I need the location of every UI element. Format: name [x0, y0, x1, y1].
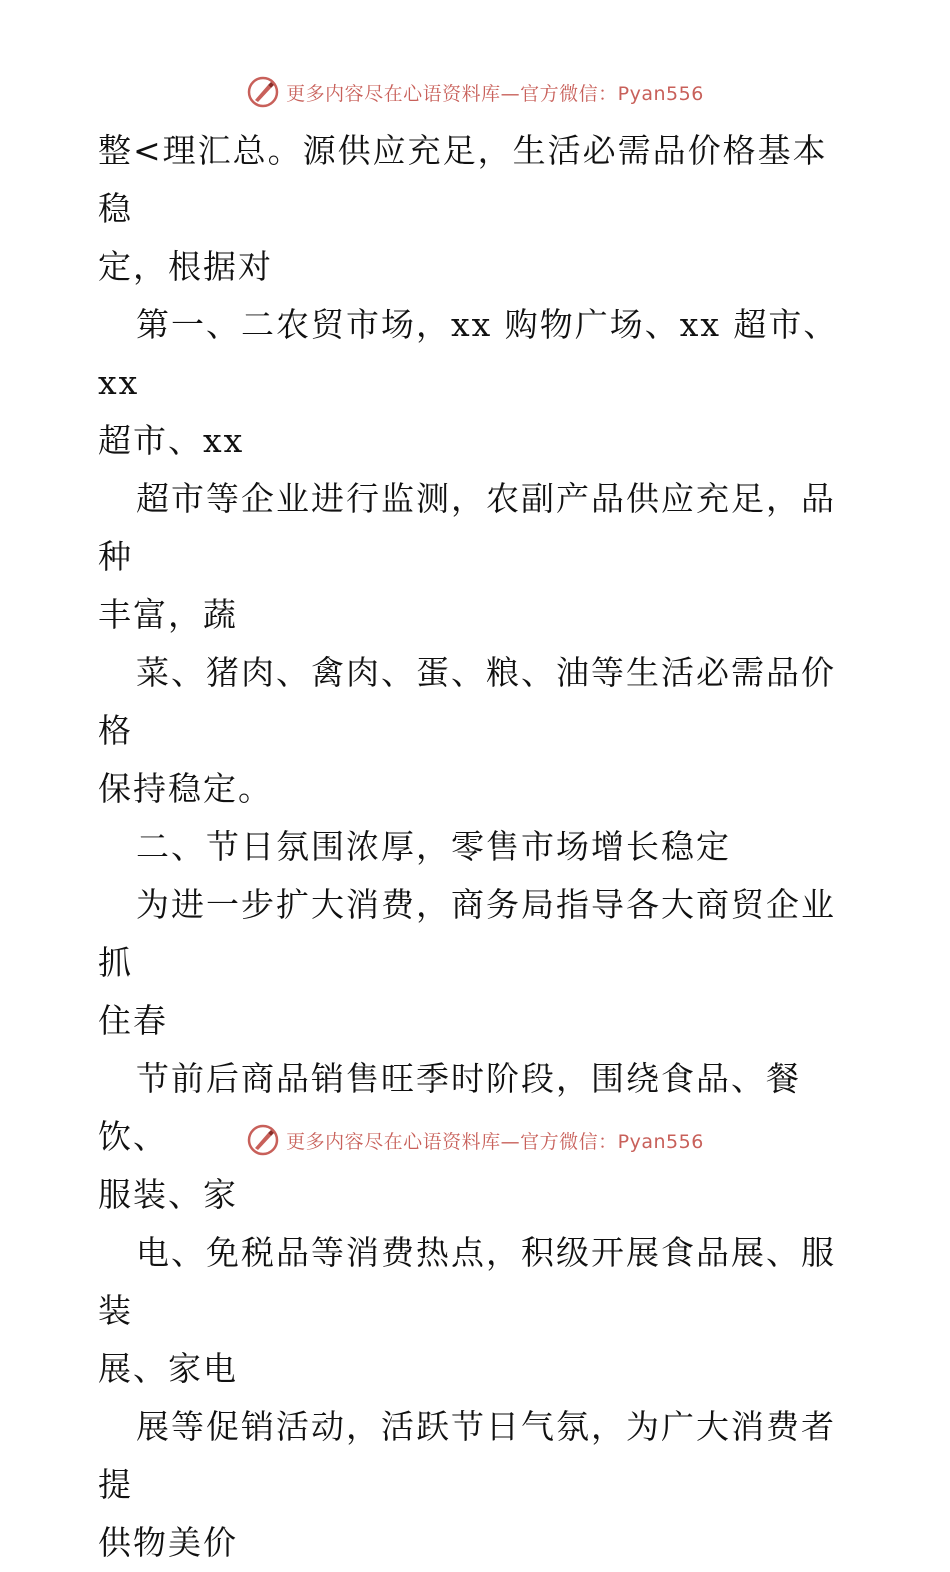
- paragraph: [98, 876, 858, 1050]
- paragraph-line: 供物美价: [98, 1523, 238, 1562]
- paragraph: [98, 1398, 858, 1572]
- paragraph-line: 定，根据对: [98, 247, 273, 286]
- pen-logo-icon: [246, 1123, 280, 1157]
- paragraph-line: 菜、猪肉、禽肉、蛋、粮、油等生活必需品价格: [98, 653, 836, 750]
- paragraph-line: 第一、二农贸市场，xx 购物广场、xx 超市、xx: [98, 305, 839, 402]
- paragraph-line: 二、节日氛围浓厚，零售市场增长稳定: [136, 827, 731, 866]
- paragraph-line: 展等促销活动，活跃节日气氛，为广大消费者提: [98, 1407, 836, 1504]
- paragraph: [98, 1224, 858, 1398]
- paragraph-line: 丰富，蔬: [98, 595, 238, 634]
- paragraph-line: 为进一步扩大消费，商务局指导各大商贸企业抓: [98, 885, 836, 982]
- paragraph-line: 住春: [98, 1001, 168, 1040]
- paragraph: [98, 470, 858, 644]
- document-body: [98, 122, 858, 1572]
- paragraph-line: 保持稳定。: [98, 769, 273, 808]
- pen-logo-icon: [246, 75, 280, 109]
- watermark-text: 更多内容尽在心语资料库—官方微信：Pyan556: [286, 1130, 704, 1153]
- paragraph-line: 电、免税品等消费热点，积级开展食品展、服装: [98, 1233, 836, 1330]
- section-heading: [98, 818, 858, 876]
- watermark-text: 更多内容尽在心语资料库—官方微信：Pyan556: [286, 82, 704, 105]
- paragraph-line: 超市、xx: [98, 421, 245, 460]
- paragraph-line: 超市等企业进行监测，农副产品供应充足，品种: [98, 479, 836, 576]
- paragraph-line: 节前后商品销售旺季时阶段，围绕食品、餐饮、: [98, 1059, 801, 1156]
- paragraph-line: 服装、家: [98, 1175, 238, 1214]
- paragraph-line: 展、家电: [98, 1349, 238, 1388]
- paragraph: [98, 296, 858, 470]
- paragraph: [98, 644, 858, 818]
- header-watermark: [0, 72, 950, 112]
- footer-watermark: [0, 1120, 950, 1160]
- paragraph-line: 整<理汇总。源供应充足，生活必需品价格基本稳: [98, 131, 828, 228]
- paragraph: [98, 122, 858, 296]
